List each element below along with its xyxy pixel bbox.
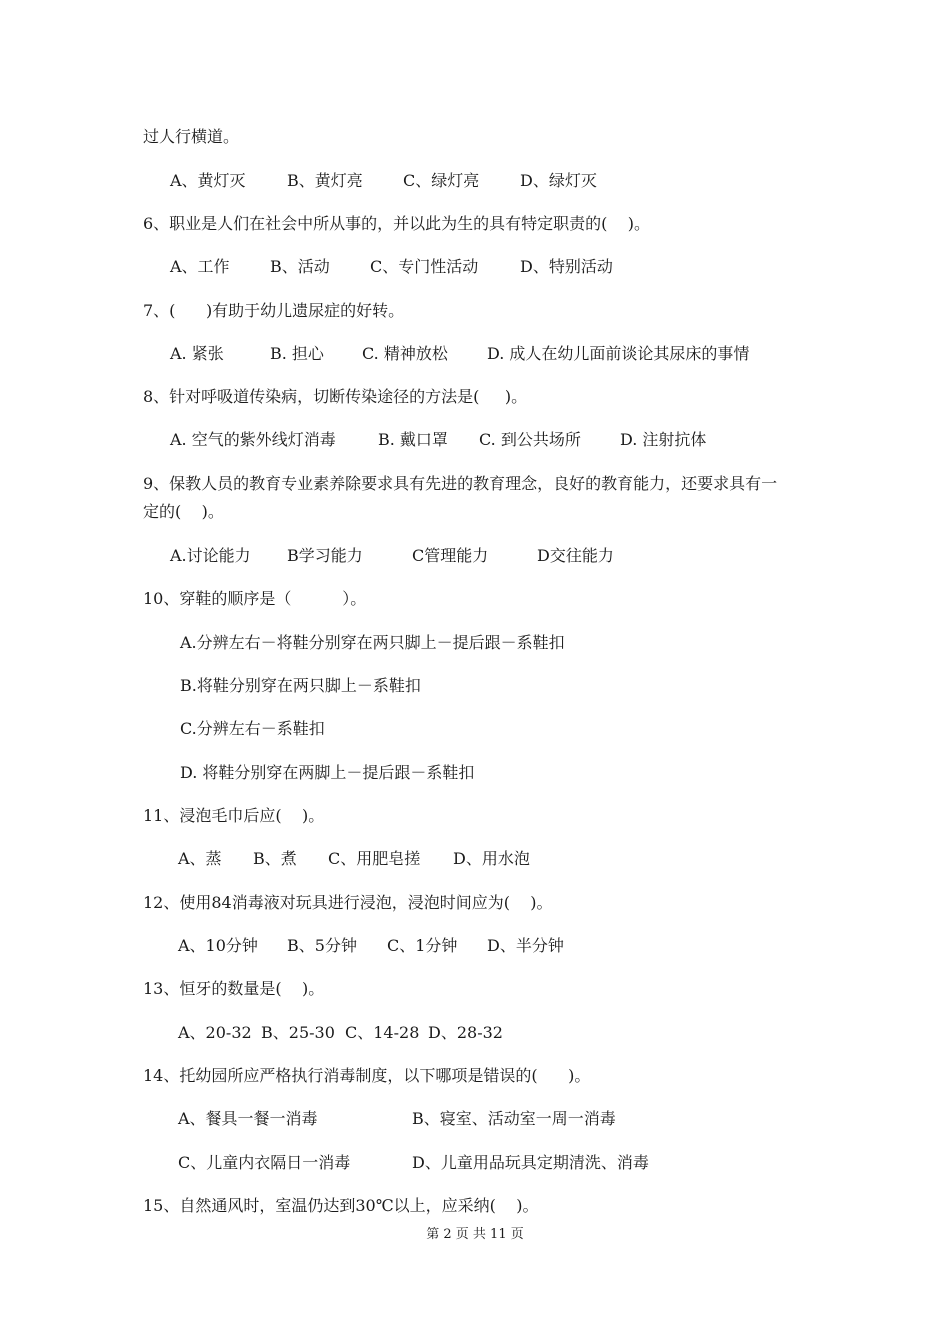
q13-option-a: A、20-32 — [178, 1023, 252, 1042]
q5-option-d: D、绿灯灭 — [520, 171, 597, 190]
page-number-footer: 第 2 页 共 11 页 — [426, 1227, 524, 1242]
q14-option-d: D、儿童用品玩具定期清洗、消毒 — [412, 1153, 649, 1172]
question-14: 14、托幼园所应严格执行消毒制度，以下哪项是错误的( )。 — [143, 1066, 591, 1085]
q11-option-d: D、用水泡 — [453, 849, 530, 868]
q9-option-a: A.讨论能力 — [170, 546, 251, 565]
q7-option-c: C. 精神放松 — [362, 344, 448, 363]
q10-option-c: C.分辨左右－系鞋扣 — [180, 719, 325, 738]
question-13: 13、恒牙的数量是( )。 — [143, 979, 325, 998]
question-9-line-1: 9、保教人员的教育专业素养除要求具有先进的教育理念，良好的教育能力，还要求具有一 — [143, 474, 778, 493]
q12-option-c: C、1分钟 — [387, 936, 458, 955]
q8-option-c: C. 到公共场所 — [479, 430, 581, 449]
q8-option-a: A. 空气的紫外线灯消毒 — [170, 430, 336, 449]
q9-option-d: D交往能力 — [537, 546, 614, 565]
question-9-line-2: 定的( )。 — [143, 502, 224, 521]
q6-option-d: D、特别活动 — [520, 257, 613, 276]
question-7: 7、( )有助于幼儿遗尿症的好转。 — [143, 301, 405, 320]
q13-option-c: C、14-28 — [345, 1023, 420, 1042]
question-10: 10、穿鞋的顺序是（ ）。 — [143, 589, 367, 608]
q7-option-a: A. 紧张 — [170, 344, 224, 363]
question-8: 8、针对呼吸道传染病，切断传染途径的方法是( )。 — [143, 387, 528, 406]
question-5-continued: 过人行横道。 — [143, 127, 240, 146]
q11-option-c: C、用肥皂搓 — [328, 849, 421, 868]
q14-option-a: A、餐具一餐一消毒 — [178, 1109, 318, 1128]
q7-option-b: B. 担心 — [270, 344, 324, 363]
q10-option-b: B.将鞋分别穿在两只脚上－系鞋扣 — [180, 676, 421, 695]
q12-option-a: A、10分钟 — [178, 936, 258, 955]
q9-option-c: C管理能力 — [412, 546, 489, 565]
q10-option-d: D. 将鞋分别穿在两脚上－提后跟－系鞋扣 — [180, 763, 475, 782]
question-6: 6、职业是人们在社会中所从事的，并以此为生的具有特定职责的( )。 — [143, 214, 651, 233]
q8-option-b: B. 戴口罩 — [378, 430, 448, 449]
q6-option-b: B、活动 — [270, 257, 330, 276]
q13-option-d: D、28-32 — [428, 1023, 503, 1042]
q5-option-b: B、黄灯亮 — [287, 171, 363, 190]
question-11: 11、浸泡毛巾后应( )。 — [143, 806, 325, 825]
q12-option-b: B、5分钟 — [287, 936, 357, 955]
question-12: 12、使用84消毒液对玩具进行浸泡，浸泡时间应为( )。 — [143, 893, 553, 912]
q7-option-d: D. 成人在幼儿面前谈论其尿床的事情 — [487, 344, 750, 363]
q14-option-c: C、儿童内衣隔日一消毒 — [178, 1153, 351, 1172]
q5-option-a: A、黄灯灭 — [170, 171, 246, 190]
q11-option-a: A、蒸 — [178, 849, 222, 868]
q9-option-b: B学习能力 — [287, 546, 363, 565]
q13-option-b: B、25-30 — [261, 1023, 335, 1042]
q12-option-d: D、半分钟 — [487, 936, 564, 955]
question-15: 15、自然通风时，室温仍达到30℃以上，应采纳( )。 — [143, 1196, 539, 1215]
q10-option-a: A.分辨左右－将鞋分别穿在两只脚上－提后跟－系鞋扣 — [180, 633, 565, 652]
q8-option-d: D. 注射抗体 — [620, 430, 707, 449]
q6-option-c: C、专门性活动 — [370, 257, 479, 276]
q14-option-b: B、寝室、活动室一周一消毒 — [412, 1109, 616, 1128]
q11-option-b: B、煮 — [253, 849, 297, 868]
q6-option-a: A、工作 — [170, 257, 230, 276]
q5-option-c: C、绿灯亮 — [403, 171, 480, 190]
